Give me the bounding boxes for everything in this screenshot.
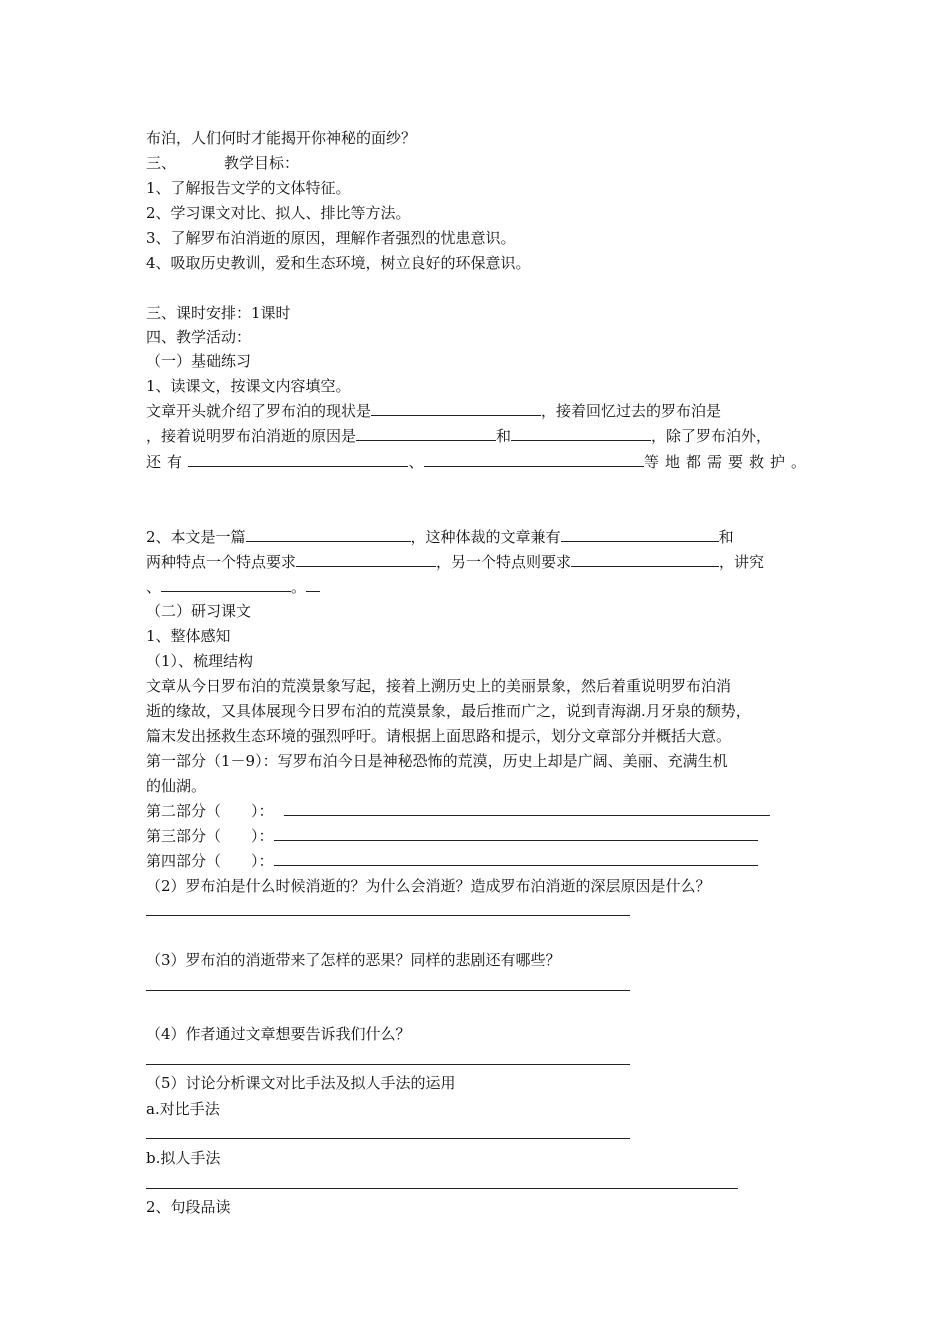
sub-question-4: （4）作者通过文章想要告诉我们什么？ bbox=[146, 1025, 411, 1043]
fill-text: ，接着说明罗布泊消逝的原因是 bbox=[146, 427, 357, 445]
overall-perception: 1、整体感知 bbox=[146, 627, 231, 645]
fill-blank[interactable] bbox=[161, 577, 291, 592]
fill-line-5 bbox=[146, 552, 764, 572]
fill-blank[interactable] bbox=[296, 552, 436, 567]
fill-text: ，另一个特点则要求 bbox=[436, 553, 572, 571]
fill-text: ，接着回忆过去的罗布泊是 bbox=[541, 402, 722, 420]
answer-line[interactable] bbox=[146, 990, 630, 991]
question-1: 1、读课文，按课文内容填空。 bbox=[146, 377, 351, 395]
part-four-line bbox=[146, 851, 758, 871]
fill-line-3 bbox=[146, 452, 812, 472]
part-one-summary: 第一部分（1－9）：写罗布泊今日是神秘恐怖的荒漠，历史上却是广阔、美丽、充满生机 bbox=[146, 752, 728, 770]
fill-text: 2、本文是一篇 bbox=[146, 528, 246, 546]
personification-technique: b.拟人手法 bbox=[146, 1149, 221, 1167]
fill-text: 。 bbox=[291, 578, 307, 596]
fill-text: 两种特点一个特点要求 bbox=[146, 553, 297, 571]
activities-heading: 四、教学活动： bbox=[146, 328, 252, 346]
line-intro-end: 布泊，人们何时才能揭开你神秘的面纱？ bbox=[146, 129, 417, 147]
section-goals-label: 教学目标： bbox=[224, 154, 300, 172]
answer-line[interactable] bbox=[146, 915, 630, 916]
fill-text: 、 bbox=[146, 578, 162, 596]
part-one-summary-end: 的仙湖。 bbox=[146, 777, 207, 795]
contrast-technique: a.对比手法 bbox=[146, 1100, 220, 1118]
answer-blank[interactable] bbox=[274, 826, 758, 841]
study-text-heading: （二）研习课文 bbox=[146, 602, 252, 620]
answer-line[interactable] bbox=[146, 1064, 630, 1065]
part-three-line bbox=[146, 826, 758, 846]
sub-question-3: （3）罗布泊的消逝带来了怎样的恶果？同样的悲剧还有哪些？ bbox=[146, 951, 561, 969]
fill-text: 、 bbox=[408, 453, 424, 471]
fill-blank[interactable] bbox=[371, 401, 541, 416]
basic-practice-heading: （一）基础练习 bbox=[146, 352, 252, 370]
fill-text: 文章开头就介绍了罗布泊的现状是 bbox=[146, 402, 372, 420]
fill-text: ，除了罗布泊外， bbox=[651, 427, 772, 445]
sub-question-5: （5）讨论分析课文对比手法及拟人手法的运用 bbox=[146, 1074, 456, 1092]
part-two-line bbox=[146, 801, 770, 821]
goal-3: 3、了解罗布泊消逝的原因，理解作者强烈的忧患意识。 bbox=[146, 229, 516, 247]
fill-line-4 bbox=[146, 527, 734, 547]
section-goals-heading bbox=[146, 153, 299, 173]
part-label: 第二部分（ ）： bbox=[146, 802, 274, 820]
fill-blank[interactable] bbox=[424, 452, 644, 467]
sentence-reading-heading: 2、句段品读 bbox=[146, 1198, 231, 1216]
structure-heading: （1）、梳理结构 bbox=[146, 652, 254, 670]
fill-text: ，讲究 bbox=[719, 553, 765, 571]
goal-1: 1、了解报告文学的文体特征。 bbox=[146, 179, 351, 197]
fill-blank[interactable] bbox=[356, 426, 496, 441]
answer-blank[interactable] bbox=[284, 801, 770, 816]
answer-line[interactable] bbox=[146, 1138, 630, 1139]
fill-line-6 bbox=[146, 577, 320, 597]
fill-text: 和 bbox=[496, 427, 512, 445]
fill-blank[interactable] bbox=[188, 452, 408, 467]
answer-blank[interactable] bbox=[274, 851, 758, 866]
sub-question-2: （2）罗布泊是什么时候消逝的？为什么会消逝？造成罗布泊消逝的深层原因是什么？ bbox=[146, 877, 711, 895]
fill-text: 等地都需要救护。 bbox=[643, 453, 812, 471]
fill-text: ，这种体裁的文章兼有 bbox=[410, 528, 561, 546]
schedule-line: 三、课时安排：1课时 bbox=[146, 304, 291, 322]
fill-blank[interactable] bbox=[571, 552, 719, 567]
section-goals-number: 三、 bbox=[146, 154, 177, 172]
answer-line[interactable] bbox=[146, 1188, 738, 1189]
paragraph-line-1: 文章从今日罗布泊的荒漠景象写起，接着上溯历史上的美丽景象，然后着重说明罗布泊消 bbox=[146, 677, 732, 695]
fill-text: 还有 bbox=[146, 453, 189, 471]
fill-blank[interactable] bbox=[246, 527, 411, 542]
fill-blank[interactable] bbox=[306, 577, 320, 592]
fill-text: 和 bbox=[718, 528, 734, 546]
paragraph-line-2: 逝的缘故，又具体展现今日罗布泊的荒漠景象，最后推而广之，说到青海湖.月牙泉的颓势， bbox=[146, 702, 751, 720]
goal-4: 4、吸取历史教训，爱和生态环境，树立良好的环保意识。 bbox=[146, 254, 531, 272]
fill-blank[interactable] bbox=[511, 426, 651, 441]
fill-blank[interactable] bbox=[561, 527, 719, 542]
goal-2: 2、学习课文对比、拟人、排比等方法。 bbox=[146, 204, 411, 222]
paragraph-line-3: 篇末发出拯救生态环境的强烈呼吁。请根据上面思路和提示，划分文章部分并概括大意。 bbox=[146, 727, 732, 745]
part-label: 第四部分（ ）： bbox=[146, 852, 274, 870]
fill-line-2 bbox=[146, 426, 771, 446]
part-label: 第三部分（ ）： bbox=[146, 827, 274, 845]
fill-line-1 bbox=[146, 401, 721, 421]
